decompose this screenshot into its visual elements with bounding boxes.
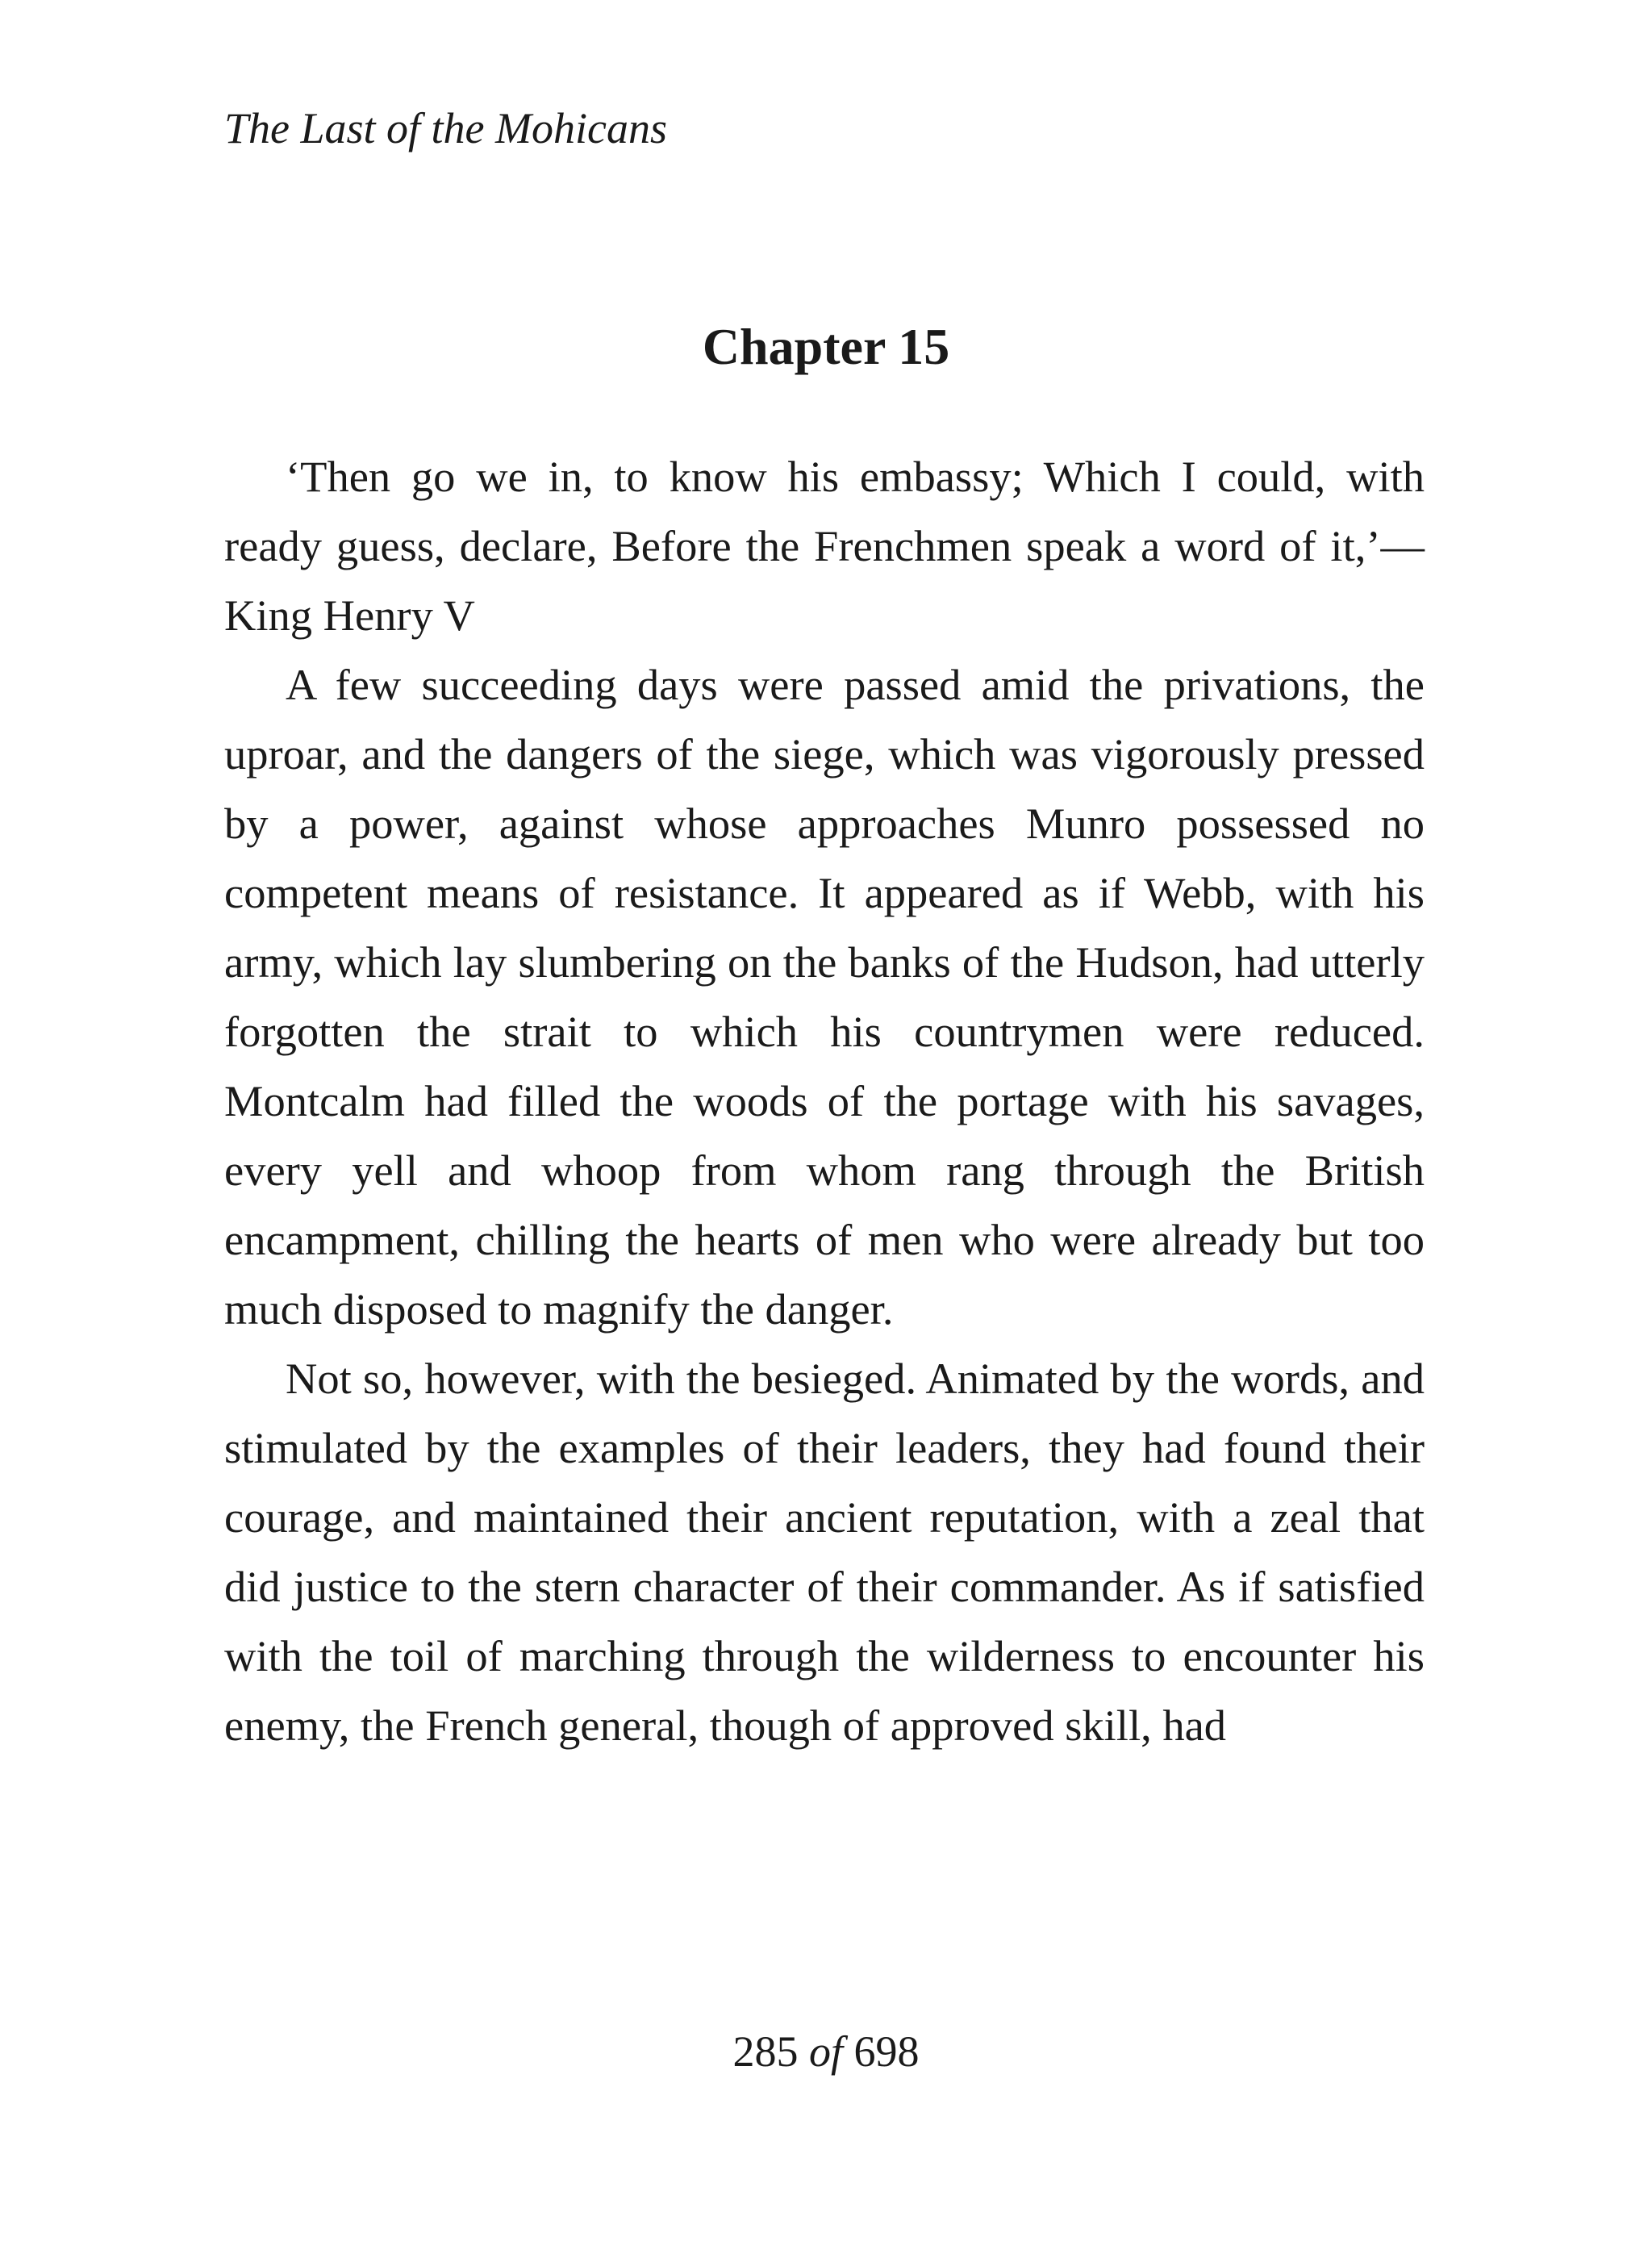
chapter-body (224, 442, 1425, 1760)
total-page-count: 698 (853, 2027, 920, 2076)
running-head-book-title: The Last of the Mohicans (224, 104, 667, 152)
chapter-title: Chapter 15 (702, 318, 950, 375)
page-number (0, 2027, 1652, 2076)
body-paragraph: Not so, however, with the besieged. Animated by the words, and stimulated by the examples of their leaders, they had found their courage, and maintained their ancient reputation, with a zeal that did justice to the stern character of their commander. As if satisfied with the toil of marching through the wilderness to encounter his enemy, the French general, though of approved skill, had (224, 1354, 1425, 1750)
epigraph-paragraph: ‘Then go we in, to know his embassy; Which I could, with ready guess, declare, Before the Frenchmen speak a word of it,’—King Henry V (224, 452, 1425, 640)
current-page-number: 285 (732, 2027, 799, 2076)
page-of-label: of (808, 2027, 843, 2076)
body-paragraph: A few succeeding days were passed amid the privations, the uproar, and the dangers of the siege, which was vigorously pressed by a power, against whose approaches Munro possessed no competent means of resistance. It appeared as if Webb, with his army, which lay slumbering on the banks of the Hudson, had utterly forgotten the strait to which his countrymen were reduced. Montcalm had filled the woods of the portage with his savages, every yell and whoop from whom rang through the British encampment, chilling the hearts of men who were already but too much disposed to magnify the danger. (224, 660, 1425, 1334)
